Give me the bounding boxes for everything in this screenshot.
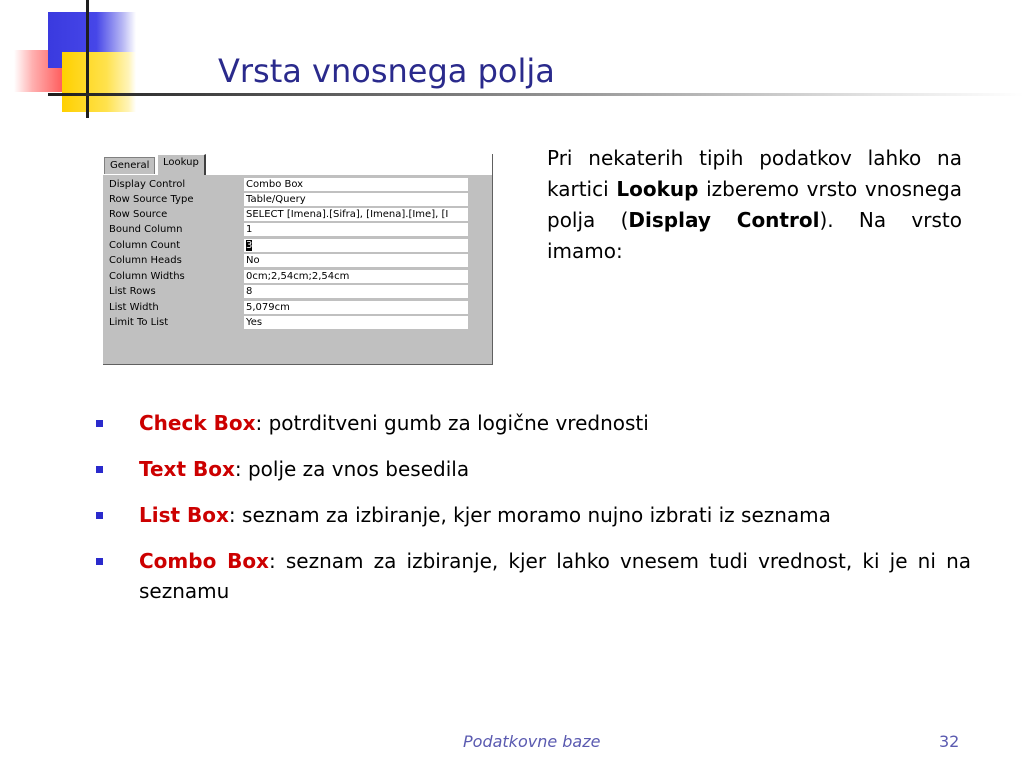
bullet-text: : potrditveni gumb za logične vrednosti <box>255 411 649 435</box>
tab-lookup[interactable]: Lookup <box>157 154 206 175</box>
property-value[interactable]: 5,079cm <box>244 301 468 315</box>
bullet-text: : polje za vnos besedila <box>234 457 470 481</box>
intro-text-3: ). Na vrsto imamo: <box>547 208 962 263</box>
decor-yellow-square <box>62 52 136 112</box>
property-value[interactable]: Combo Box <box>244 178 468 192</box>
property-label: Column Heads <box>109 255 182 266</box>
tab-general[interactable]: General <box>104 157 155 174</box>
intro-paragraph <box>547 143 962 267</box>
property-row <box>103 316 492 331</box>
lookup-property-sheet <box>103 154 493 365</box>
property-label: Column Count <box>109 240 181 251</box>
property-label: Limit To List <box>109 317 169 328</box>
page-number: 32 <box>939 732 960 751</box>
list-item <box>96 546 971 606</box>
property-value[interactable]: 1 <box>244 223 468 237</box>
bullet-square-icon <box>96 420 103 427</box>
bullet-square-icon <box>96 558 103 565</box>
decor-vertical-line <box>86 0 89 118</box>
selected-value-text: 3 <box>246 240 253 251</box>
property-value[interactable]: Table/Query <box>244 193 468 207</box>
property-value[interactable]: No <box>244 254 468 268</box>
title-underline <box>48 93 1024 96</box>
property-label: List Rows <box>109 286 156 297</box>
property-tabs <box>103 154 492 174</box>
bullet-term: Combo Box <box>139 549 269 573</box>
slide-title: Vrsta vnosnega polja <box>218 52 555 90</box>
bullet-square-icon <box>96 466 103 473</box>
property-row <box>103 178 492 193</box>
property-row <box>103 223 492 238</box>
property-row <box>103 254 492 269</box>
property-label: Column Widths <box>109 271 185 282</box>
footer-title: Podatkovne baze <box>463 732 601 751</box>
property-grid <box>103 174 492 364</box>
property-label: Row Source Type <box>109 194 194 205</box>
property-row <box>103 193 492 208</box>
property-row <box>103 270 492 285</box>
bullet-term: Check Box <box>139 411 256 435</box>
list-item <box>96 454 971 484</box>
list-item <box>96 500 971 530</box>
property-value-selected[interactable] <box>244 239 468 253</box>
property-label: Display Control <box>109 179 186 190</box>
bullet-square-icon <box>96 512 103 519</box>
intro-bold-display-control: Display Control <box>628 208 820 232</box>
bullet-term: List Box <box>139 503 229 527</box>
property-label: List Width <box>109 302 159 313</box>
property-value[interactable]: 0cm;2,54cm;2,54cm <box>244 270 468 284</box>
property-row <box>103 285 492 300</box>
property-value[interactable]: SELECT [Imena].[Sifra], [Imena].[Ime], [I <box>244 208 468 222</box>
control-type-list <box>96 408 971 622</box>
property-label: Row Source <box>109 209 168 220</box>
property-row <box>103 208 492 223</box>
bullet-text: : seznam za izbiranje, kjer lahko vnesem tudi vrednost, ki je ni na seznamu <box>139 549 971 603</box>
intro-bold-lookup: Lookup <box>616 177 699 201</box>
property-value[interactable]: Yes <box>244 316 468 330</box>
bullet-text: : seznam za izbiranje, kjer moramo nujno izbrati iz seznama <box>228 503 831 527</box>
property-row <box>103 301 492 316</box>
property-value[interactable]: 8 <box>244 285 468 299</box>
list-item <box>96 408 971 438</box>
property-label: Bound Column <box>109 224 183 235</box>
intro-text-1: Pri nekaterih tipih podatkov lahko na kartici <box>547 146 962 201</box>
intro-text-2: izberemo vrsto vnosnega polja ( <box>547 177 962 232</box>
property-row <box>103 239 492 254</box>
bullet-term: Text Box <box>139 457 235 481</box>
